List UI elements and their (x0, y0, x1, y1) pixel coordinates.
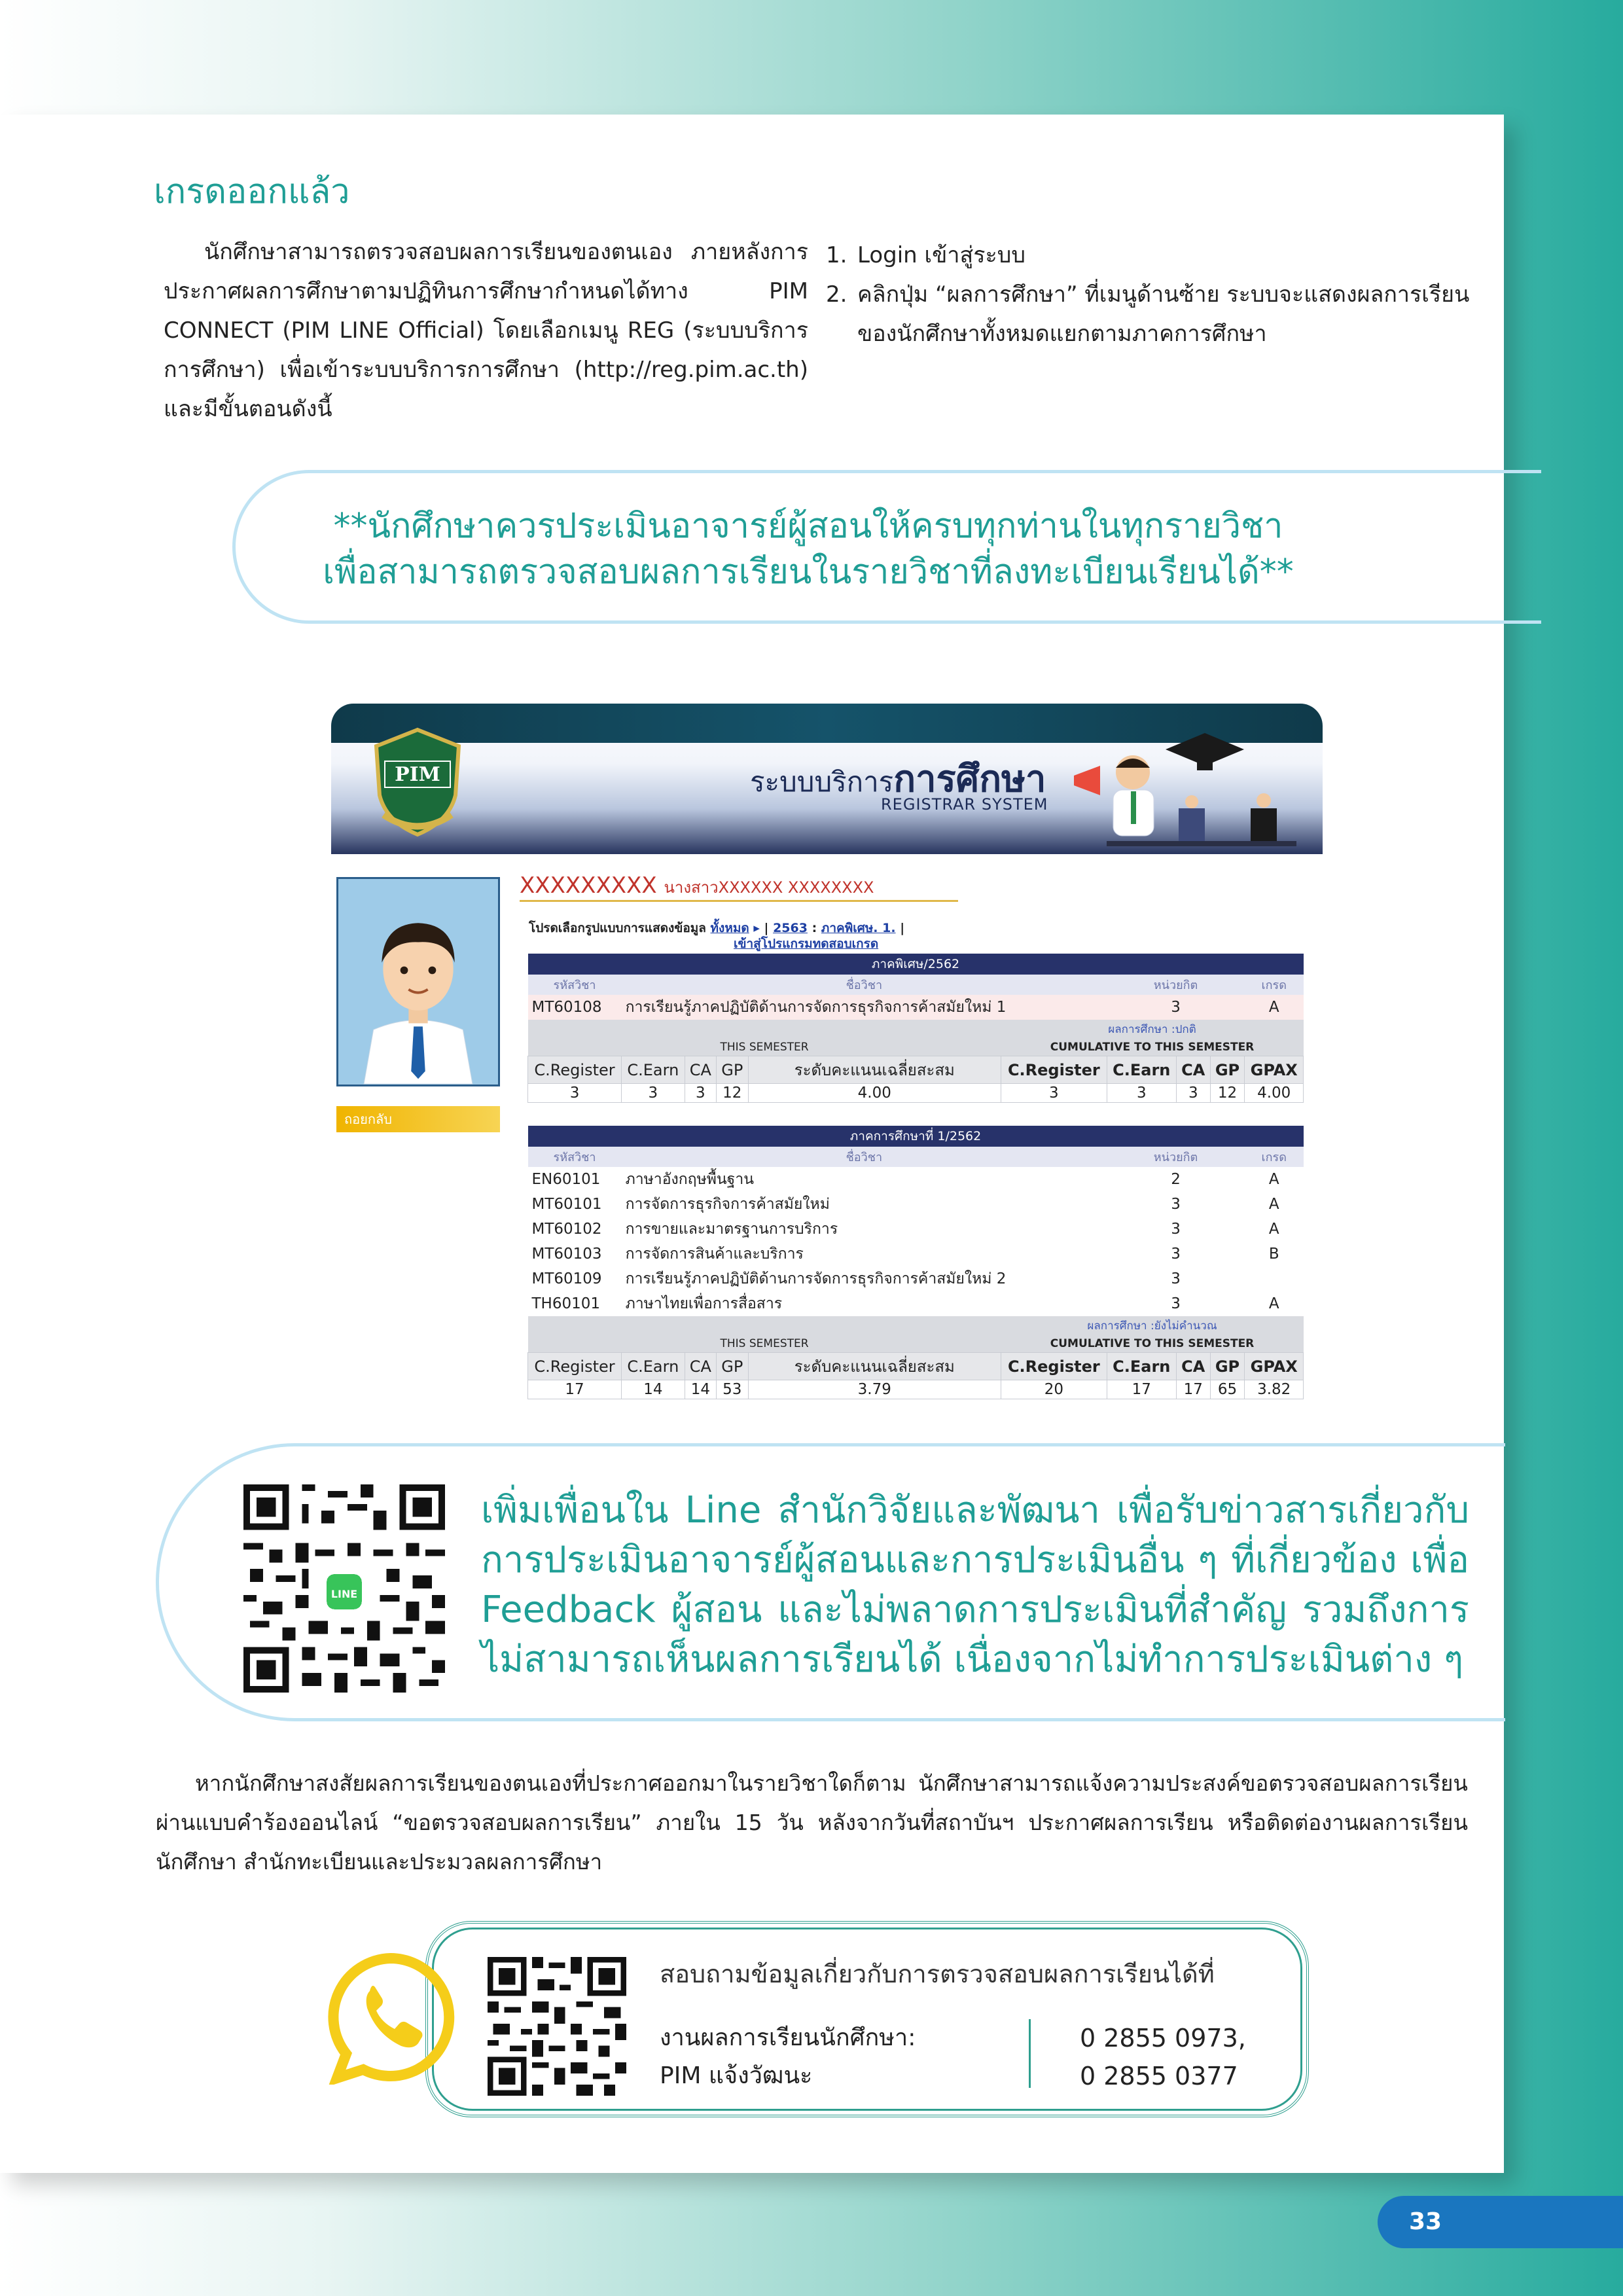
header-cum-creg: C.Register (1001, 1353, 1107, 1380)
header-creg: C.Register (528, 1056, 622, 1084)
this-semester-label: THIS SEMESTER (528, 1335, 1001, 1353)
header-gpax: GPAX (1245, 1353, 1304, 1380)
step-item (826, 275, 1471, 353)
summary-row (528, 1084, 1304, 1103)
step-number: 1. (826, 242, 847, 268)
banner-title-prefix: ระบบบริการ (750, 766, 894, 798)
intro-paragraph: นักศึกษาสามารถตรวจสอบผลการเรียนของตนเอง ภายหลังการประกาศผลการศึกษาตามปฏิทินการศึกษากำหนดได้ทาง PIM CONNECT (PIM LINE Official) โดยเลือกเมนู REG (ระบบบริการการศึกษา) เพื่อเข้าระบบบริการการศึกษา (http://reg.pim.ac.th) และมีขั้นตอนดังนี้ (164, 239, 808, 422)
table-row (528, 1167, 1304, 1192)
qr-badge-text: LINE (330, 1587, 358, 1600)
steps-list (826, 236, 1471, 353)
graduate-illustration-icon (1035, 710, 1316, 854)
sem-creg: 17 (528, 1380, 622, 1399)
course-credit: 3 (1171, 1246, 1181, 1263)
col-grade: เกรด (1245, 975, 1304, 995)
header-cum-cearn: C.Earn (1107, 1353, 1176, 1380)
sem-gpa: 4.00 (748, 1084, 1001, 1103)
cum-ca: 17 (1176, 1380, 1210, 1399)
cum-gp: 12 (1210, 1084, 1245, 1103)
course-name: การเรียนรู้ภาคปฏิบัติด้านการจัดการธุรกิจการค้าสมัยใหม่ 1 (625, 999, 1007, 1016)
header-gpax: GPAX (1245, 1056, 1304, 1084)
contact-org (660, 2019, 916, 2095)
course-grade: A (1268, 1171, 1279, 1188)
pim-logo-icon (370, 723, 465, 841)
triangle-right-icon: ▸ (753, 921, 760, 935)
display-selector: โปรดเลือกรูปแบบการแสดงข้อมูล ทั้งหมด ▸ | 2563 : ภาคพิเศษ. 1. | (529, 921, 905, 935)
table-row (528, 995, 1304, 1020)
table-row (528, 1217, 1304, 1242)
table-row (528, 1192, 1304, 1217)
contact-org-line2: PIM แจ้งวัฒนะ (660, 2062, 813, 2089)
registrar-banner (331, 704, 1323, 854)
header-ca: CA (685, 1353, 717, 1380)
step-item (826, 236, 1471, 275)
cum-gpax: 4.00 (1245, 1084, 1304, 1103)
banner-title-bold: การศึกษา (893, 758, 1046, 800)
summary-row (528, 1380, 1304, 1399)
col-code: รหัสวิชา (528, 975, 622, 995)
section-title: เกรดออกแล้ว (154, 172, 350, 211)
table-row (528, 1266, 1304, 1291)
course-code: MT60103 (531, 1246, 602, 1263)
contact-org-line1: งานผลการเรียนนักศึกษา: (660, 2024, 916, 2051)
col-name: ชื่อวิชา (622, 975, 1107, 995)
header-cum-cearn: C.Earn (1107, 1056, 1176, 1084)
header-cearn: C.Earn (622, 1056, 685, 1084)
course-code: MT60102 (531, 1221, 602, 1238)
cum-cearn: 3 (1107, 1084, 1176, 1103)
course-name: การเรียนรู้ภาคปฏิบัติด้านการจัดการธุรกิจการค้าสมัยใหม่ 2 (625, 1270, 1007, 1287)
contact-title: สอบถามข้อมูลเกี่ยวกับการตรวจสอบผลการเรียนได้ที่ (660, 1960, 1215, 1988)
student-avatar (336, 877, 500, 1086)
select-term-link[interactable]: ภาคพิเศษ. 1. (821, 921, 896, 935)
phone-icon (324, 1950, 458, 2085)
course-credit: 3 (1171, 1196, 1181, 1213)
pim-logo-text: PIM (395, 763, 440, 786)
course-name: การขายและมาตรฐานการบริการ (625, 1221, 838, 1238)
course-credit: 3 (1171, 1221, 1181, 1238)
header-gp: GP (717, 1353, 748, 1380)
course-credit: 3 (1171, 1295, 1181, 1312)
col-credit: หน่วยกิต (1107, 1147, 1245, 1167)
course-grade (1245, 1266, 1304, 1291)
contact-qr-code-icon (488, 1957, 626, 2096)
course-name: ภาษาอังกฤษพื้นฐาน (625, 1171, 754, 1188)
result-status: ผลการศึกษา :ยังไม่คำนวณ (1001, 1316, 1304, 1335)
sem-cearn: 3 (622, 1084, 685, 1103)
course-name: การจัดการสินค้าและบริการ (625, 1246, 804, 1263)
sem-gpa: 3.79 (748, 1380, 1001, 1399)
header-cum-ca: CA (1176, 1353, 1210, 1380)
cum-ca: 3 (1176, 1084, 1210, 1103)
cum-cearn: 17 (1107, 1380, 1176, 1399)
cumulative-label: CUMULATIVE TO THIS SEMESTER (1001, 1039, 1304, 1056)
header-creg: C.Register (528, 1353, 622, 1380)
grade-test-link[interactable]: เข้าสู่โปรแกรมทดสอบเกรด (734, 937, 879, 951)
cum-creg: 20 (1001, 1380, 1107, 1399)
header-cum-ca: CA (1176, 1056, 1210, 1084)
contact-phones (1080, 2019, 1246, 2095)
col-credit: หน่วยกิต (1107, 975, 1245, 995)
course-code: EN60101 (531, 1171, 601, 1188)
this-semester-label: THIS SEMESTER (528, 1039, 1001, 1056)
course-credit: 2 (1171, 1171, 1181, 1188)
term-table (527, 1126, 1304, 1399)
table-row (528, 1291, 1304, 1316)
header-cum-gp: GP (1210, 1056, 1245, 1084)
step-text: Login เข้าสู่ระบบ (857, 242, 1026, 268)
header-cum-gp: GP (1210, 1353, 1245, 1380)
term-table (527, 954, 1304, 1103)
course-grade: A (1268, 1221, 1279, 1238)
student-name: นางสาวXXXXXX XXXXXXXX (664, 878, 874, 897)
course-code: MT60109 (531, 1270, 602, 1287)
notice-callout (232, 470, 1541, 624)
sem-creg: 3 (528, 1084, 622, 1103)
header-cearn: C.Earn (622, 1353, 685, 1380)
col-grade: เกรด (1245, 1147, 1304, 1167)
term-title: ภาคการศึกษาที่ 1/2562 (849, 1129, 982, 1143)
course-grade: A (1268, 999, 1279, 1016)
sem-cearn: 14 (622, 1380, 685, 1399)
header-ca: CA (685, 1056, 717, 1084)
sem-gp: 53 (717, 1380, 748, 1399)
phone-number-2: 0 2855 0377 (1080, 2062, 1238, 2090)
select-year-link[interactable]: 2563 (773, 921, 808, 935)
step-number: 2. (826, 281, 847, 308)
line-qr-code-icon (243, 1484, 445, 1693)
name-divider (520, 900, 958, 902)
course-code: MT60108 (531, 999, 602, 1016)
course-credit: 3 (1171, 999, 1181, 1016)
course-name: การจัดการธุรกิจการค้าสมัยใหม่ (625, 1196, 830, 1213)
course-grade: A (1268, 1196, 1279, 1213)
page-number: 33 (1378, 2196, 1623, 2248)
table-row (528, 1242, 1304, 1266)
course-name: ภาษาไทยเพื่อการสื่อสาร (625, 1295, 783, 1312)
registrar-screenshot (331, 704, 1323, 1398)
cum-creg: 3 (1001, 1084, 1107, 1103)
col-name: ชื่อวิชา (622, 1147, 1107, 1167)
term-title: ภาคพิเศษ/2562 (871, 957, 960, 971)
header-gpa: ระดับคะแนนเฉลี่ยสะสม (748, 1056, 1001, 1084)
student-id: XXXXXXXXX (520, 872, 657, 899)
student-heading (520, 872, 874, 900)
header-gpa: ระดับคะแนนเฉลี่ยสะสม (748, 1353, 1001, 1380)
inquiry-paragraph: หากนักศึกษาสงสัยผลการเรียนของตนเองที่ประกาศออกมาในรายวิชาใดก็ตาม นักศึกษาสามารถแจ้งความประสงค์ขอตรวจสอบผลการเรียนผ่านแบบคำร้องออนไลน์ “ขอตรวจสอบผลการเรียน” ภายใน 15 วัน หลังจากวันที่สถาบันฯ ประกาศผลการเรียน หรือติดต่องานผลการเรียนนักศึกษา สำนักทะเบียนและประมวลผลการศึกษา (156, 1770, 1468, 1874)
select-all-link[interactable]: ทั้งหมด (710, 921, 749, 935)
cum-gpax: 3.82 (1245, 1380, 1304, 1399)
notice-line-2: เพื่อสามารถตรวจสอบผลการเรียนในรายวิชาที่ลงทะเบียนเรียนได้** (323, 552, 1294, 592)
course-grade: B (1268, 1246, 1279, 1263)
sem-gp: 12 (717, 1084, 748, 1103)
result-status: ผลการศึกษา :ปกติ (1001, 1020, 1304, 1039)
course-credit: 3 (1171, 1270, 1181, 1287)
cum-gp: 65 (1210, 1380, 1245, 1399)
course-code: MT60101 (531, 1196, 602, 1213)
back-button[interactable]: ถอยกลับ (336, 1106, 500, 1132)
sem-ca: 14 (685, 1380, 717, 1399)
course-code: TH60101 (531, 1295, 601, 1312)
header-gp: GP (717, 1056, 748, 1084)
notice-line-1: **นักศึกษาควรประเมินอาจารย์ผู้สอนให้ครบทุกท่านในทุกรายวิชา (333, 507, 1283, 546)
cumulative-label: CUMULATIVE TO THIS SEMESTER (1001, 1335, 1304, 1353)
col-code: รหัสวิชา (528, 1147, 622, 1167)
select-label: โปรดเลือกรูปแบบการแสดงข้อมูล (529, 921, 706, 935)
sem-ca: 3 (685, 1084, 717, 1103)
banner-subtitle: REGISTRAR SYSTEM (881, 795, 1048, 814)
contact-divider (1029, 2019, 1031, 2088)
phone-number-1: 0 2855 0973, (1080, 2024, 1246, 2053)
line-callout-text: เพิ่มเพื่อนใน Line สำนักวิจัยและพัฒนา เพื่อรับข่าวสารเกี่ยวกับการประเมินอาจารย์ผู้สอนและการประเมินอื่น ๆ ที่เกี่ยวข้อง เพื่อ Feedback ผู้สอน และไม่พลาดการประเมินที่สำคัญ รวมถึงการไม่สามารถเห็นผลการเรียนได้ เนื่องจากไม่ทำการประเมินต่าง ๆ (481, 1489, 1469, 1681)
header-cum-creg: C.Register (1001, 1056, 1107, 1084)
step-text: คลิกปุ่ม “ผลการศึกษา” ที่เมนูด้านซ้าย ระบบจะแสดงผลการเรียนของนักศึกษาทั้งหมดแยกตามภาคการศึกษา (857, 281, 1470, 347)
course-grade: A (1268, 1295, 1279, 1312)
